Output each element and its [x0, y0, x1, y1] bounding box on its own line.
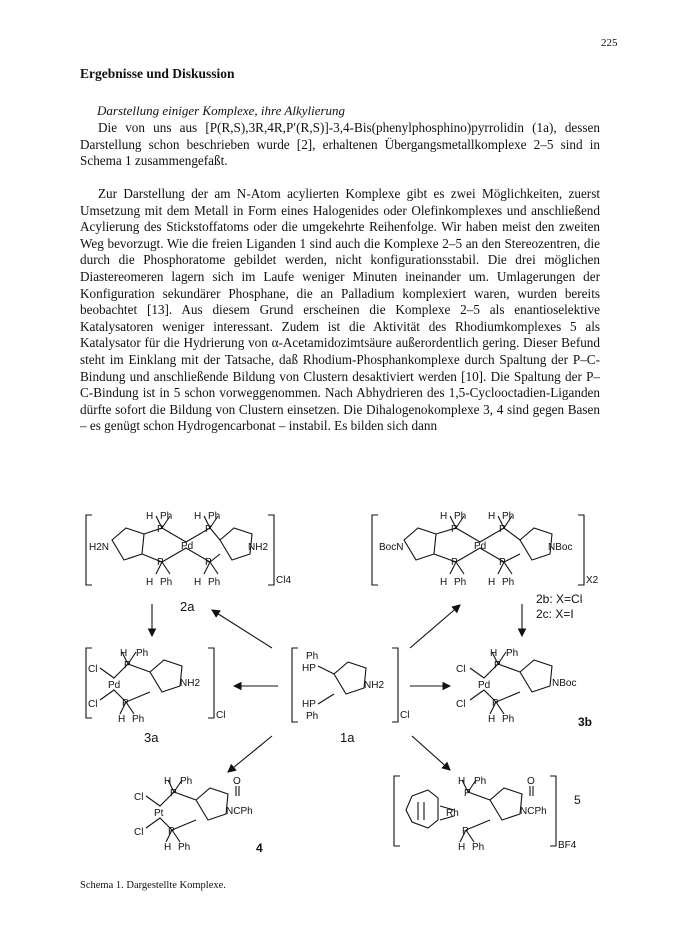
- svg-text:H: H: [118, 714, 126, 725]
- svg-text:Rh: Rh: [446, 808, 459, 819]
- 2a-amine-right: NH2: [248, 542, 269, 553]
- svg-text:Ph: Ph: [208, 577, 221, 588]
- svg-text:P: P: [205, 557, 212, 568]
- svg-text:H: H: [194, 511, 202, 522]
- svg-text:Pd: Pd: [474, 541, 487, 552]
- svg-text:Cl: Cl: [88, 699, 98, 710]
- svg-text:P: P: [451, 524, 458, 535]
- svg-text:P: P: [168, 826, 175, 837]
- svg-text:H: H: [490, 648, 498, 659]
- 1a-label: 1a: [340, 730, 355, 745]
- svg-text:P: P: [122, 698, 129, 709]
- svg-text:P: P: [464, 788, 471, 799]
- svg-text:H: H: [488, 714, 496, 725]
- svg-text:Ph: Ph: [132, 714, 145, 725]
- 2a-counterion: Cl4: [276, 575, 292, 586]
- svg-text:Ph: Ph: [208, 511, 221, 522]
- svg-text:O: O: [233, 776, 241, 787]
- svg-text:Ph: Ph: [472, 842, 485, 853]
- arrow-1a-to-4: [228, 736, 272, 772]
- svg-text:Ph: Ph: [136, 648, 149, 659]
- compound-3a: [86, 648, 225, 745]
- 4-label: 4: [256, 841, 263, 855]
- 2bc-counterion: X2: [586, 575, 599, 586]
- svg-text:Cl: Cl: [456, 664, 466, 675]
- svg-text:HP: HP: [302, 699, 316, 710]
- svg-text:H: H: [120, 648, 128, 659]
- arrow-1a-to-2a: [212, 610, 272, 648]
- svg-text:Cl: Cl: [456, 699, 466, 710]
- 1a-counterion: Cl: [400, 710, 410, 721]
- 5-label: 5: [574, 793, 581, 807]
- svg-text:H: H: [458, 842, 466, 853]
- svg-text:H: H: [194, 577, 202, 588]
- svg-text:H: H: [164, 842, 172, 853]
- paragraph-1-text: Die von uns aus [P(R,S),3R,4R,P′(R,S)]-3,4-Bis(phenylphosphino)pyrrolidin (1a), dessen Darstellung schon beschrieben wurde [2], erhaltenen Übergangsmetallkomplexe 2–5 sind in Schema 1 zusammengefaßt.: [80, 120, 600, 169]
- compound-2bc: [372, 511, 599, 621]
- svg-text:P: P: [499, 557, 506, 568]
- 2b-label: 2b: X=Cl: [536, 592, 583, 606]
- svg-text:Ph: Ph: [306, 711, 319, 722]
- svg-text:P: P: [170, 788, 177, 799]
- svg-text:H: H: [488, 511, 496, 522]
- svg-text:Ph: Ph: [180, 776, 193, 787]
- svg-text:Cl: Cl: [88, 664, 98, 675]
- 2a-amine-left: H2N: [89, 542, 110, 553]
- 2bc-amine-right: NBoc: [548, 542, 573, 553]
- svg-text:Ph: Ph: [502, 577, 515, 588]
- 3b-amine: NBoc: [552, 678, 577, 689]
- svg-text:Ph: Ph: [454, 577, 467, 588]
- svg-text:P: P: [124, 660, 131, 671]
- svg-text:P: P: [492, 698, 499, 709]
- svg-text:P: P: [451, 557, 458, 568]
- svg-text:Cl: Cl: [134, 792, 144, 803]
- svg-text:HP: HP: [302, 663, 316, 674]
- svg-text:P: P: [157, 557, 164, 568]
- svg-text:Cl: Cl: [134, 827, 144, 838]
- svg-text:Ph: Ph: [502, 714, 515, 725]
- compound-1a: [292, 648, 409, 745]
- svg-text:Pd: Pd: [181, 541, 194, 552]
- 3a-amine: NH2: [180, 678, 201, 689]
- svg-text:H: H: [440, 511, 448, 522]
- 3b-label: 3b: [578, 715, 593, 729]
- 1a-amine: NH2: [364, 680, 385, 691]
- scheme-caption: Schema 1. Dargestellte Komplexe.: [80, 880, 226, 891]
- svg-text:Ph: Ph: [160, 577, 173, 588]
- svg-text:Ph: Ph: [178, 842, 191, 853]
- arrow-1a-to-5: [412, 736, 450, 770]
- paragraph-2-text: Zur Darstellung der am N-Atom acylierten Komplexe gibt es zwei Möglichkeiten, zuerst Umsetzung mit dem Metall in Form eines Halogenides oder Olefinkomplexes und anschließend Acylierung des Stickstoffatoms oder die umgekehrte Reihenfolge. Wir haben meist den zweiten Weg bevorzugt. Wie die freien Liganden 1 sind auch die Komplexe 2–5 an den Stereozentren, die durch die Phosphoratome gebildet werden, nicht konfigurationsstabil. Die drei möglichen Diastereomeren lagern sich im Laufe weniger Minuten ineinander um. Umlagerungen der Konfiguration sekundärer Phosphane, die an Palladium komplexiert waren, wurden bereits beobachtet [13]. Aus diesem Grund erscheinen die Komplexe 2–5 als enantioselektive Katalysatoren weniger interessant. Zudem ist die Aktivität des Rhodiumkomplexes 5 als Katalysator für die Hydrierung von α-Acetamidozimtsäure außerordentlich gering. Dieser Befund steht im Einklang mit der Tatsache, daß Rhodium-Phosphankomplexe durch Spaltung der P–C-Bindung und anschließende Bildung von Clustern desaktiviert werden [10]. Die Spaltung der P–C-Bindung ist in 5 schon vorweggenommen. Nach Abhydrieren des 1,5-Cyclooctadien-Liganden dürfte sofort die Bildung von Clustern einsetzen. Die Dihalogenokomplexe 3, 4 sind gegen Basen – es genügt schon Hydrogencarbonat – instabil. Es bilden sich dann: [80, 186, 600, 434]
- svg-text:H: H: [146, 511, 154, 522]
- svg-text:Pt: Pt: [154, 808, 164, 819]
- svg-text:Ph: Ph: [306, 651, 319, 662]
- svg-text:P: P: [157, 524, 164, 535]
- reaction-arrows: [152, 604, 522, 772]
- 4-amine: NCPh: [226, 806, 253, 817]
- arrow-1a-to-2bc: [410, 605, 460, 648]
- subsection-title: Darstellung einiger Komplexe, ihre Alkylierung: [97, 103, 346, 118]
- 3a-label: 3a: [144, 730, 159, 745]
- svg-text:Ph: Ph: [506, 648, 519, 659]
- svg-text:H: H: [440, 577, 448, 588]
- svg-text:Ph: Ph: [454, 511, 467, 522]
- 2bc-amine-left: BocN: [379, 542, 404, 553]
- svg-text:Pd: Pd: [108, 680, 121, 691]
- compound-2a: [86, 511, 291, 614]
- svg-text:Ph: Ph: [474, 776, 487, 787]
- svg-text:Ph: Ph: [160, 511, 173, 522]
- svg-text:H: H: [458, 776, 466, 787]
- svg-text:Pd: Pd: [478, 680, 491, 691]
- svg-text:P: P: [494, 660, 501, 671]
- svg-text:H: H: [164, 776, 172, 787]
- 5-amine: NCPh: [520, 806, 547, 817]
- compound-5: [394, 776, 581, 853]
- svg-text:P: P: [205, 524, 212, 535]
- compound-4: [134, 776, 263, 855]
- svg-text:P: P: [499, 524, 506, 535]
- compound-3b: [456, 648, 592, 729]
- svg-text:Ph: Ph: [502, 511, 515, 522]
- svg-text:H: H: [488, 577, 496, 588]
- svg-text:H: H: [146, 577, 154, 588]
- 2c-label: 2c: X=I: [536, 607, 574, 621]
- page-number: 225: [601, 37, 618, 49]
- 5-counterion: BF4: [558, 840, 577, 851]
- svg-text:P: P: [462, 826, 469, 837]
- section-title: Ergebnisse und Diskussion: [80, 66, 235, 81]
- svg-text:O: O: [527, 776, 535, 787]
- 3a-counterion: Cl: [216, 710, 226, 721]
- 2a-label: 2a: [180, 599, 195, 614]
